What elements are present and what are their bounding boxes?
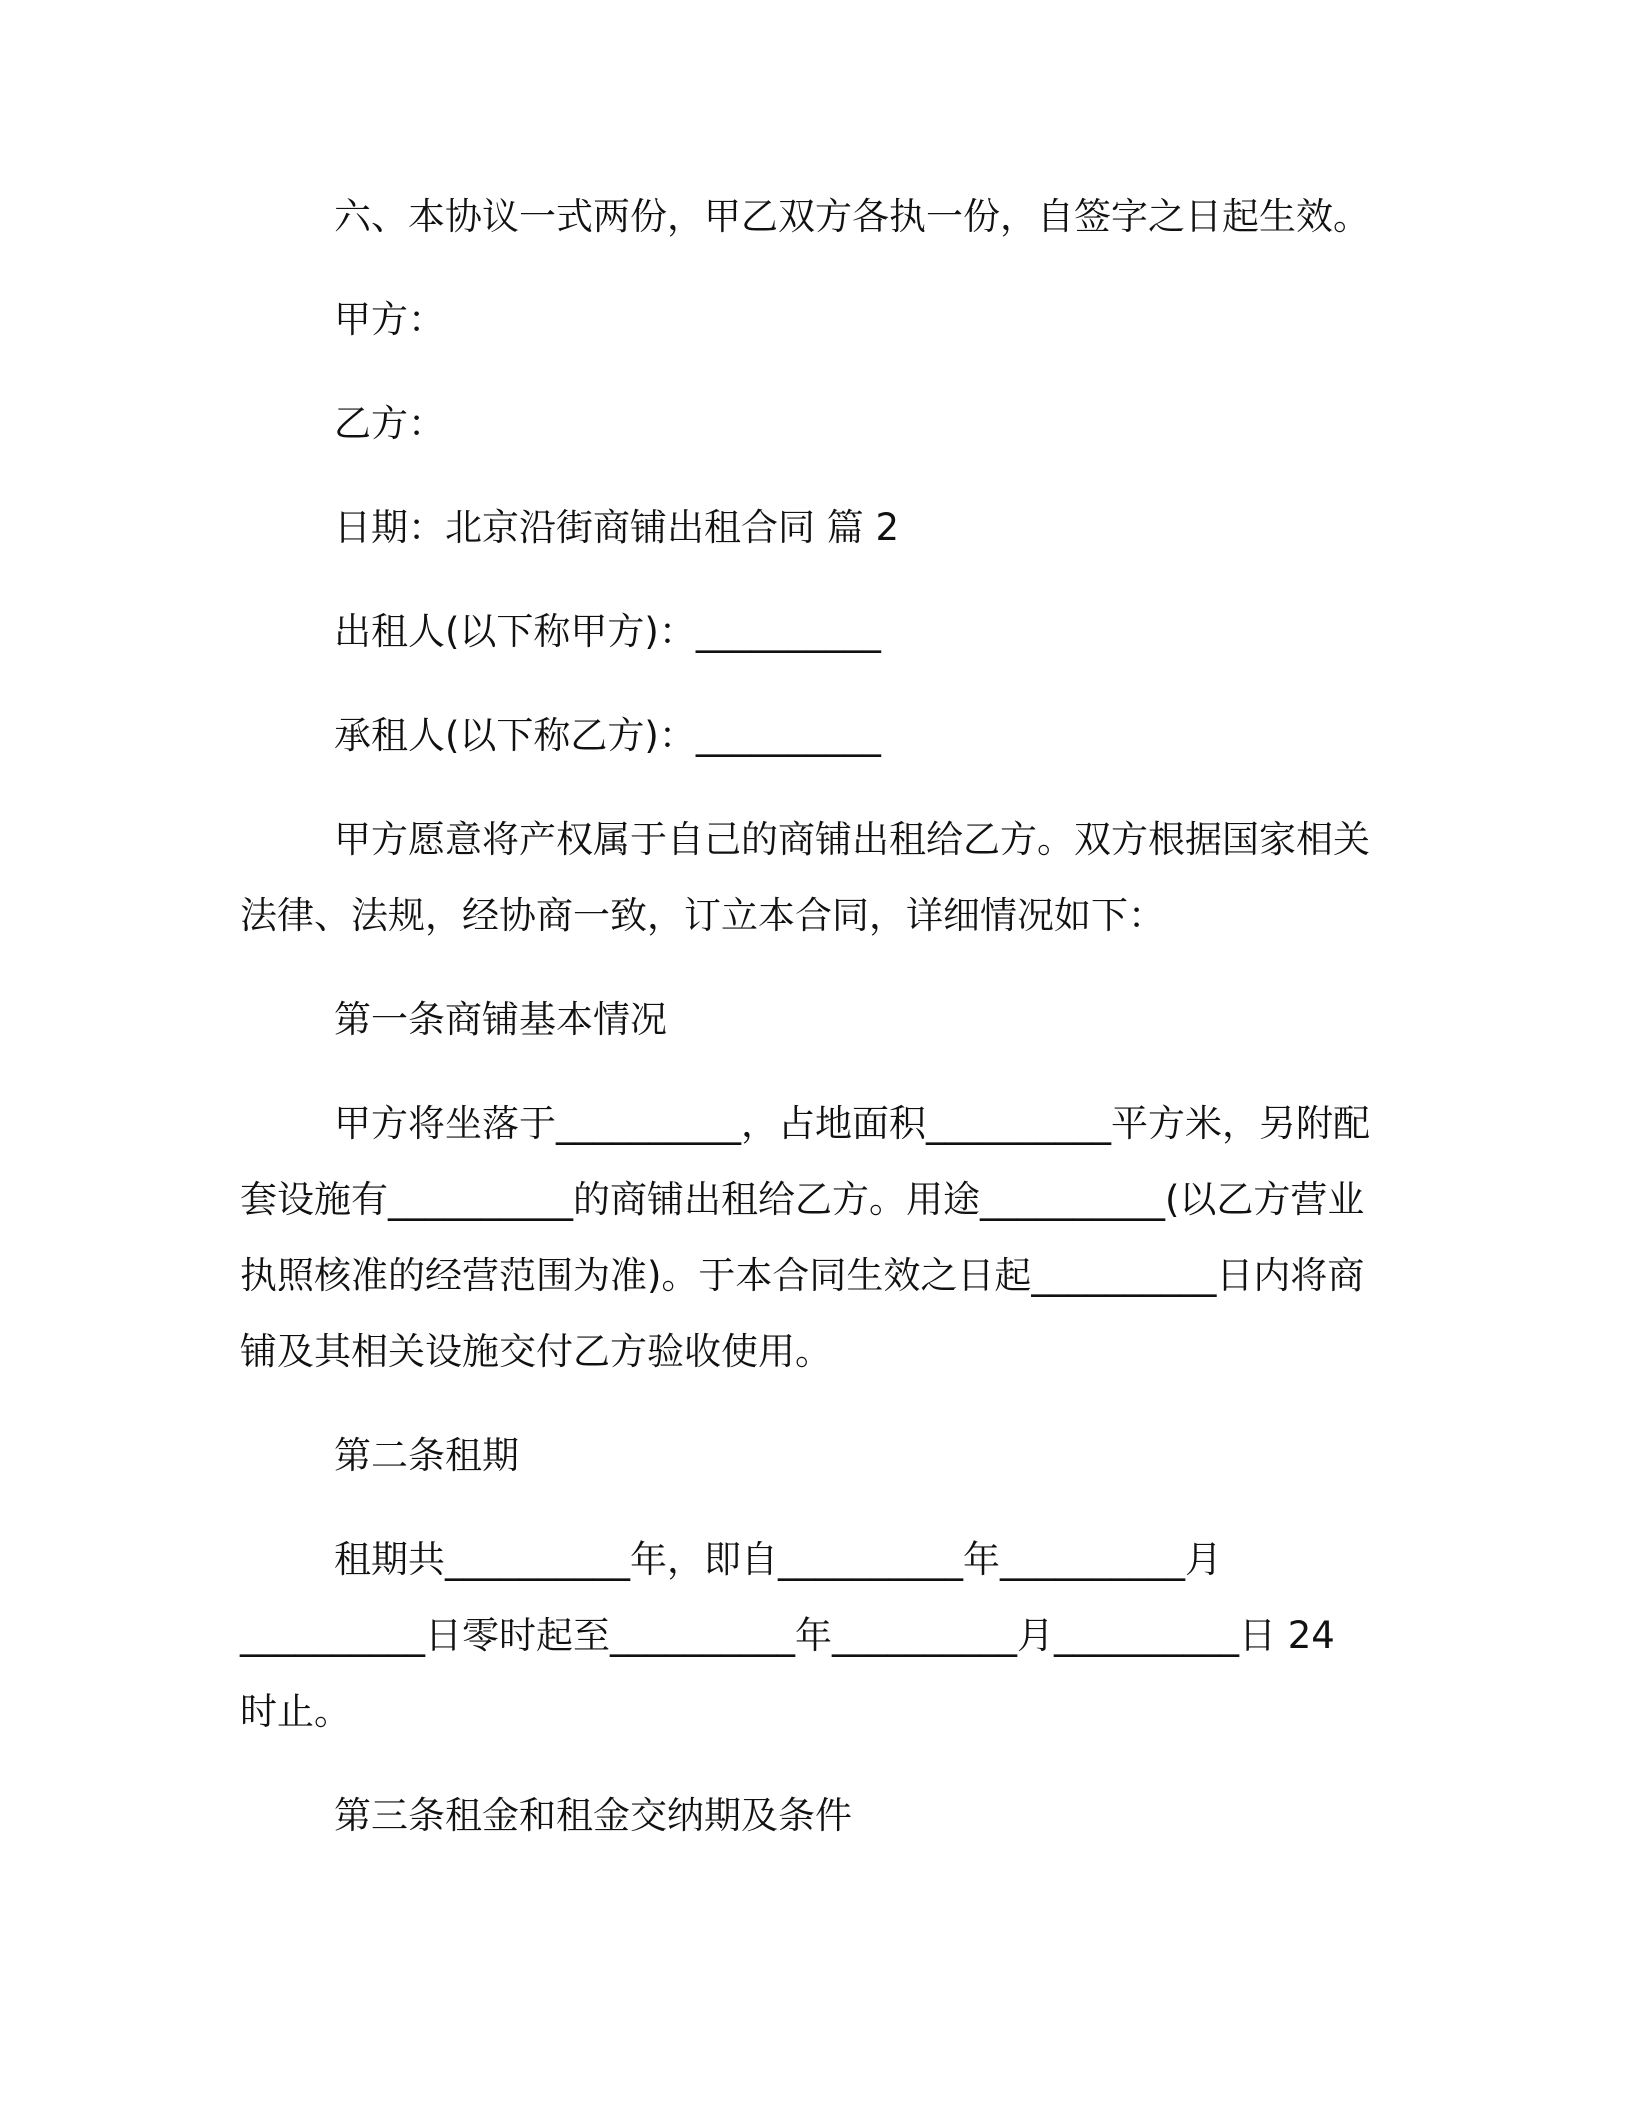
article-one-line-1: 甲方将坐落于__________，占地面积__________平方米，另附配 bbox=[334, 1102, 1370, 1145]
article-two-line-2: __________日零时起至__________年__________月__________日 24 bbox=[240, 1614, 1335, 1657]
article-one-heading: 第一条商铺基本情况 bbox=[334, 998, 667, 1041]
clause-six-text: 六、本协议一式两份，甲乙双方各执一份，自签字之日起生效。 bbox=[334, 195, 1370, 238]
lessor-line: 出租人(以下称甲方)：__________ bbox=[334, 610, 881, 653]
article-one-line-2: 套设施有__________的商铺出租给乙方。用途__________(以乙方营业 bbox=[240, 1178, 1365, 1221]
party-b-signature-label: 乙方： bbox=[334, 402, 445, 445]
lessee-line: 承租人(以下称乙方)：__________ bbox=[334, 714, 881, 757]
article-two-line-3: 时止。 bbox=[240, 1690, 351, 1733]
party-a-signature-label: 甲方： bbox=[334, 298, 445, 341]
preamble-line-1: 甲方愿意将产权属于自己的商铺出租给乙方。双方根据国家相关 bbox=[334, 818, 1370, 861]
article-one-line-4: 铺及其相关设施交付乙方验收使用。 bbox=[240, 1330, 832, 1373]
article-two-line-1: 租期共__________年，即自__________年__________月 bbox=[334, 1538, 1222, 1581]
date-and-title-line: 日期：北京沿街商铺出租合同 篇 2 bbox=[334, 506, 900, 549]
article-one-line-3: 执照核准的经营范围为准)。于本合同生效之日起__________日内将商 bbox=[240, 1254, 1365, 1297]
article-two-heading: 第二条租期 bbox=[334, 1434, 519, 1477]
article-three-heading: 第三条租金和租金交纳期及条件 bbox=[334, 1794, 852, 1837]
preamble-line-2: 法律、法规，经协商一致，订立本合同，详细情况如下： bbox=[240, 894, 1165, 937]
